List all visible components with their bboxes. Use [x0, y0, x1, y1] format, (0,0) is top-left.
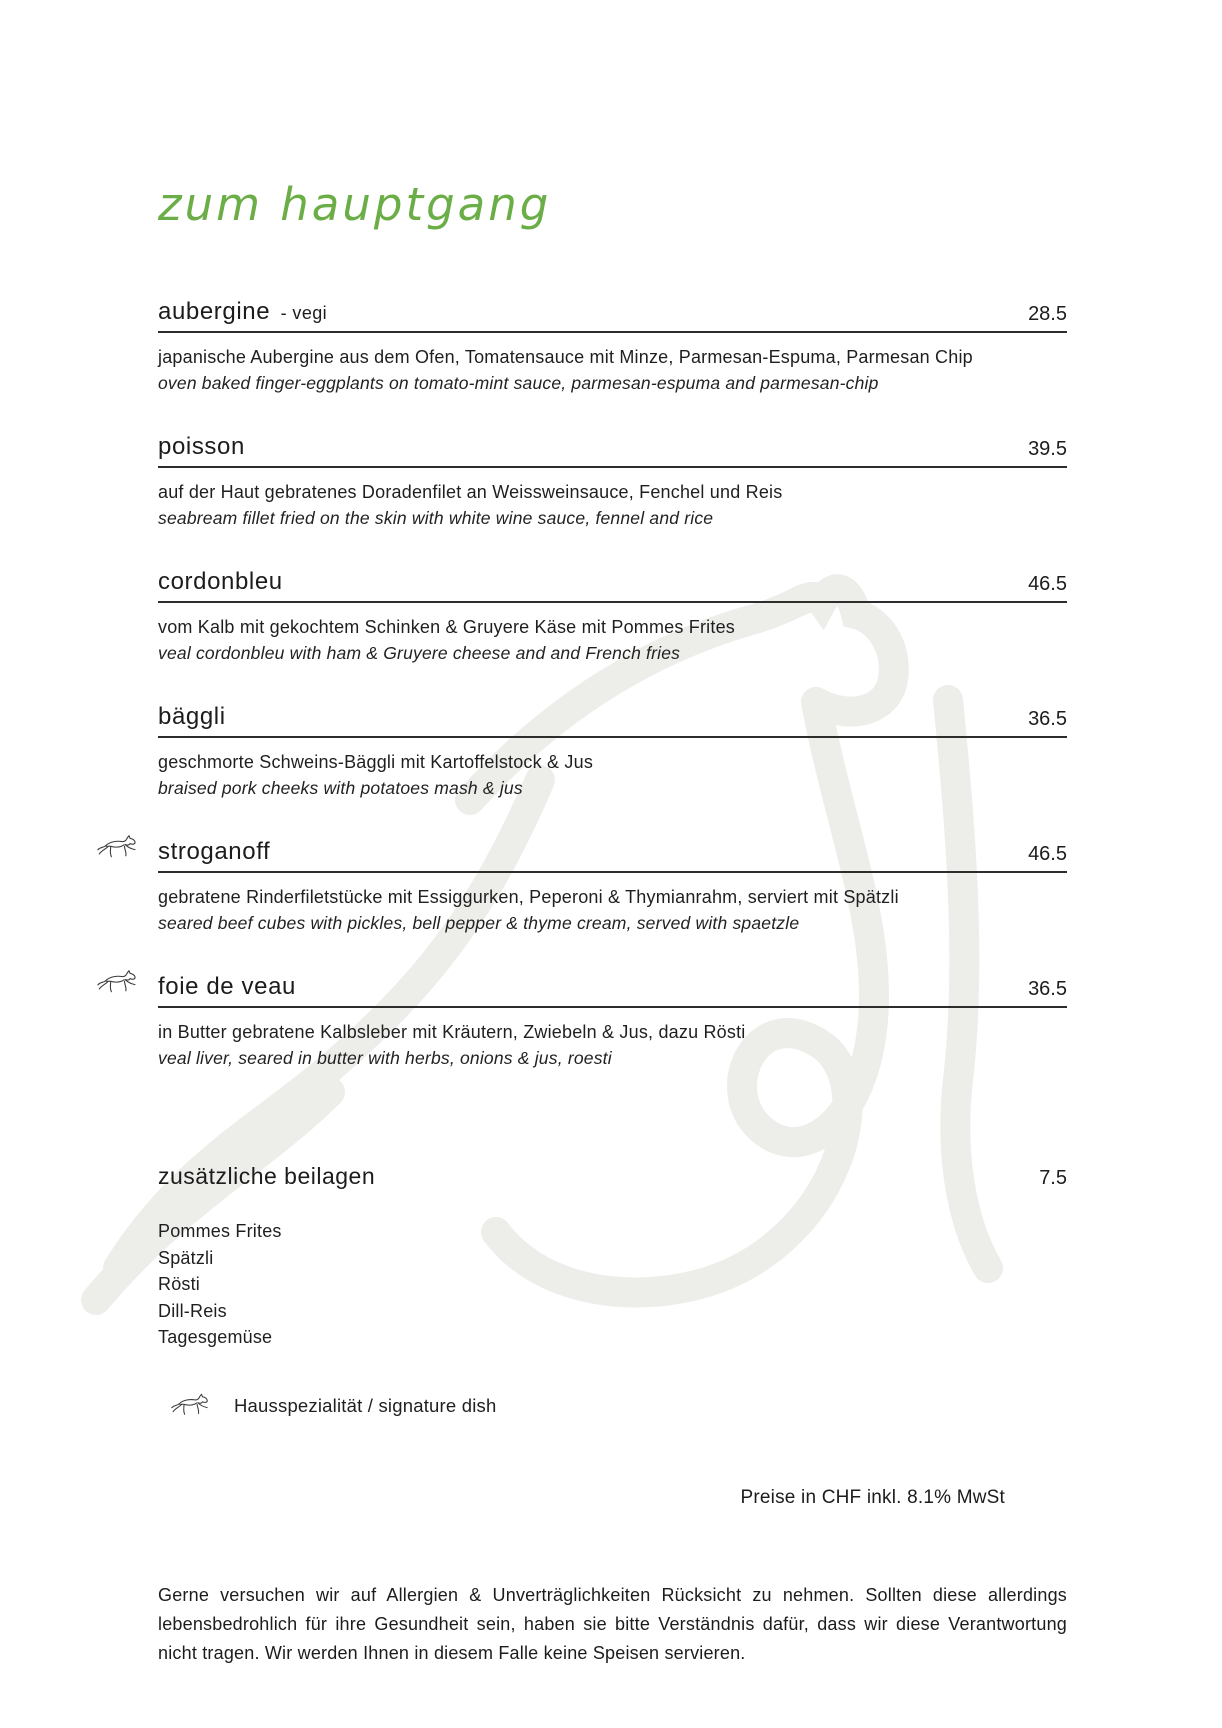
item-header — [158, 973, 1067, 1008]
menu-item-foie-de-veau — [158, 973, 1067, 1071]
item-price: 46.5 — [1028, 573, 1067, 595]
side-option: Dill-Reis — [158, 1300, 227, 1321]
signature-legend — [158, 1391, 1067, 1421]
page-title: zum hauptgang — [158, 178, 552, 231]
item-description-english: veal cordonbleu with ham & Gruyere cheese and and French fries — [158, 643, 681, 663]
item-sublabel-vegi: - vegi — [280, 303, 328, 323]
sides-title: zusätzliche beilagen — [158, 1163, 376, 1189]
sides-price: 7.5 — [1039, 1167, 1067, 1189]
item-name: poisson — [158, 433, 245, 460]
signature-legend-label: Hausspezialität / signature dish — [234, 1394, 497, 1416]
menu-item-stroganoff — [158, 838, 1067, 936]
item-name-row — [158, 568, 283, 596]
item-price: 39.5 — [1028, 438, 1067, 460]
menu-item-poisson — [158, 433, 1067, 531]
item-description-german: in Butter gebratene Kalbsleber mit Kräutern, Zwiebeln & Jus, dazu Rösti — [158, 1022, 746, 1042]
sides-list — [158, 1218, 1067, 1351]
menu-content — [158, 0, 1067, 1668]
side-option: Spätzli — [158, 1247, 214, 1268]
item-description-german: japanische Aubergine aus dem Ofen, Tomatensauce mit Minze, Parmesan-Espuma, Parmesan Chip — [158, 347, 973, 367]
item-header — [158, 433, 1067, 468]
item-header — [158, 838, 1067, 873]
item-name-row — [158, 973, 296, 1001]
item-price: 46.5 — [1028, 843, 1067, 865]
item-price: 28.5 — [1028, 303, 1067, 325]
item-name: cordonbleu — [158, 568, 283, 595]
sides-section — [158, 1163, 1067, 1351]
item-price: 36.5 — [1028, 978, 1067, 1000]
item-name-row — [158, 298, 327, 326]
side-option: Rösti — [158, 1274, 201, 1294]
item-description-german: gebratene Rinderfiletstücke mit Essiggurken, Peperoni & Thymianrahm, serviert mit Spätzli — [158, 887, 899, 907]
item-price: 36.5 — [1028, 708, 1067, 730]
allergy-note: Gerne versuchen wir auf Allergien & Unverträglichkeiten Rücksicht zu nehmen. Sollten diese allerdings lebensbedrohlich für ihre Gesundheit sein, haben sie bitte Verständnis dafür, dass wir diese Verantwortung nicht tragen. Wir werden Ihnen in diesem Falle keine Speisen servieren. — [158, 1584, 1067, 1663]
side-option: Tagesgemüse — [158, 1327, 273, 1347]
horse-icon — [96, 832, 140, 864]
menu-item-cordonbleu — [158, 568, 1067, 666]
item-name: stroganoff — [158, 838, 271, 865]
item-name-row — [158, 433, 245, 461]
item-description-english: veal liver, seared in butter with herbs, onions & jus, roesti — [158, 1048, 612, 1068]
menu-item-baeggli — [158, 703, 1067, 801]
sides-header — [158, 1163, 1067, 1190]
item-header — [158, 703, 1067, 738]
item-description-english: oven baked finger-eggplants on tomato-mint sauce, parmesan-espuma and parmesan-chip — [158, 373, 879, 393]
menu-item-aubergine — [158, 298, 1067, 396]
item-description-german: geschmorte Schweins-Bäggli mit Kartoffelstock & Jus — [158, 752, 594, 772]
item-description-german: auf der Haut gebratenes Doradenfilet an Weissweinsauce, Fenchel und Reis — [158, 482, 783, 502]
tax-note: Preise in CHF inkl. 8.1% MwSt — [740, 1486, 1005, 1508]
item-name-row — [158, 703, 226, 731]
side-option: Pommes Frites — [158, 1221, 282, 1241]
item-header — [158, 568, 1067, 603]
item-description-english: braised pork cheeks with potatoes mash & jus — [158, 778, 523, 798]
item-name-row — [158, 838, 270, 866]
horse-icon — [170, 1391, 212, 1421]
horse-icon — [96, 967, 140, 999]
item-name: foie de veau — [158, 973, 296, 1000]
item-name: bäggli — [158, 703, 226, 730]
item-description-german: vom Kalb mit gekochtem Schinken & Gruyere Käse mit Pommes Frites — [158, 617, 735, 637]
item-header — [158, 298, 1067, 333]
menu-items — [158, 298, 1067, 1071]
item-description-english: seared beef cubes with pickles, bell pepper & thyme cream, served with spaetzle — [158, 913, 800, 933]
item-name: aubergine — [158, 298, 271, 325]
item-description-english: seabream fillet fried on the skin with white wine sauce, fennel and rice — [158, 508, 714, 528]
